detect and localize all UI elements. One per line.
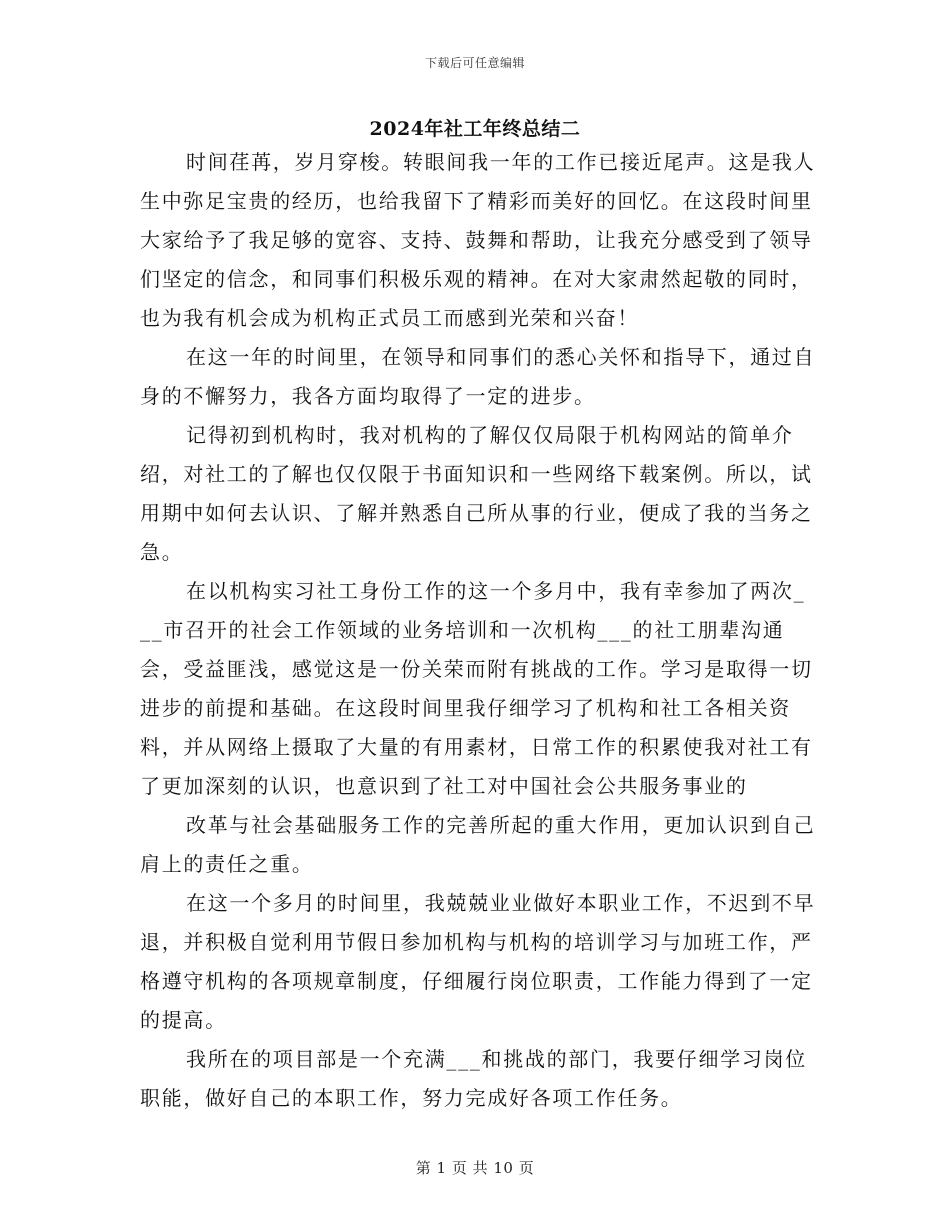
paragraph-text: 记得初到机构时，我对机构的了解仅仅局限于机构网站的简单介绍，对社工的了解也仅仅限于书面知识和一些网络下载案例。所以，试用期中如何去认识、了解并熟悉自己所从事的行业，便成了我的当务之急。 [140,423,813,564]
paragraph-2 [140,338,816,416]
paragraph-text: 时间荏苒，岁月穿梭。转眼间我一年的工作已接近尾声。这是我人生中弥足宝贵的经历，也给我留下了精彩而美好的回忆。在这段时间里大家给予了我足够的宽容、支持、鼓舞和帮助，让我充分感受到了领导们坚定的信念，和同事们积极乐观的精神。在对大家肃然起敬的同时，也为我有机会成为机构正式员工而感到光荣和兴奋！ [140,150,816,330]
document-body [140,143,816,1118]
paragraph-7 [140,1040,816,1118]
paragraph-text: 在这一个多月的时间里，我兢兢业业做好本职业工作，不迟到不早退，并积极自觉利用节假日参加机构与机构的培训学习与加班工作，严格遵守机构的各项规章制度，仔细履行岗位职责，工作能力得到了一定的提高。 [140,891,816,1032]
paragraph-text: 在以机构实习社工身份工作的这一个多月中，我有幸参加了两次___市召开的社会工作领域的业务培训和一次机构___的社工朋辈沟通会，受益匪浅，感觉这是一份关荣而附有挑战的工作。学习是取得一切进步的前提和基础。在这段时间里我仔细学习了机构和社工各相关资料，并从网络上摄取了大量的有用素材，日常工作的积累使我对社工有了更加深刻的认识，也意识到了社工对中国社会公共服务事业的 [140,579,813,798]
paragraph-text: 我所在的项目部是一个充满___和挑战的部门，我要仔细学习岗位职能，做好自己的本职工作，努力完成好各项工作任务。 [140,1047,807,1110]
page-number-footer: 第 1 页 共 10 页 [415,1159,535,1177]
paragraph-5 [140,806,816,884]
paragraph-text: 改革与社会基础服务工作的完善所起的重大作用，更加认识到自己肩上的责任之重。 [140,813,816,876]
paragraph-6 [140,884,816,1040]
paragraph-4 [140,572,816,806]
document-title: 2024年社工年终总结二 [369,118,581,140]
page-header-note: 下载后可任意编辑 [424,56,525,70]
paragraph-3 [140,416,816,572]
paragraph-text: 在这一年的时间里，在领导和同事们的悉心关怀和指导下，通过自身的不懈努力，我各方面均取得了一定的进步。 [140,345,816,408]
paragraph-1 [140,143,816,338]
